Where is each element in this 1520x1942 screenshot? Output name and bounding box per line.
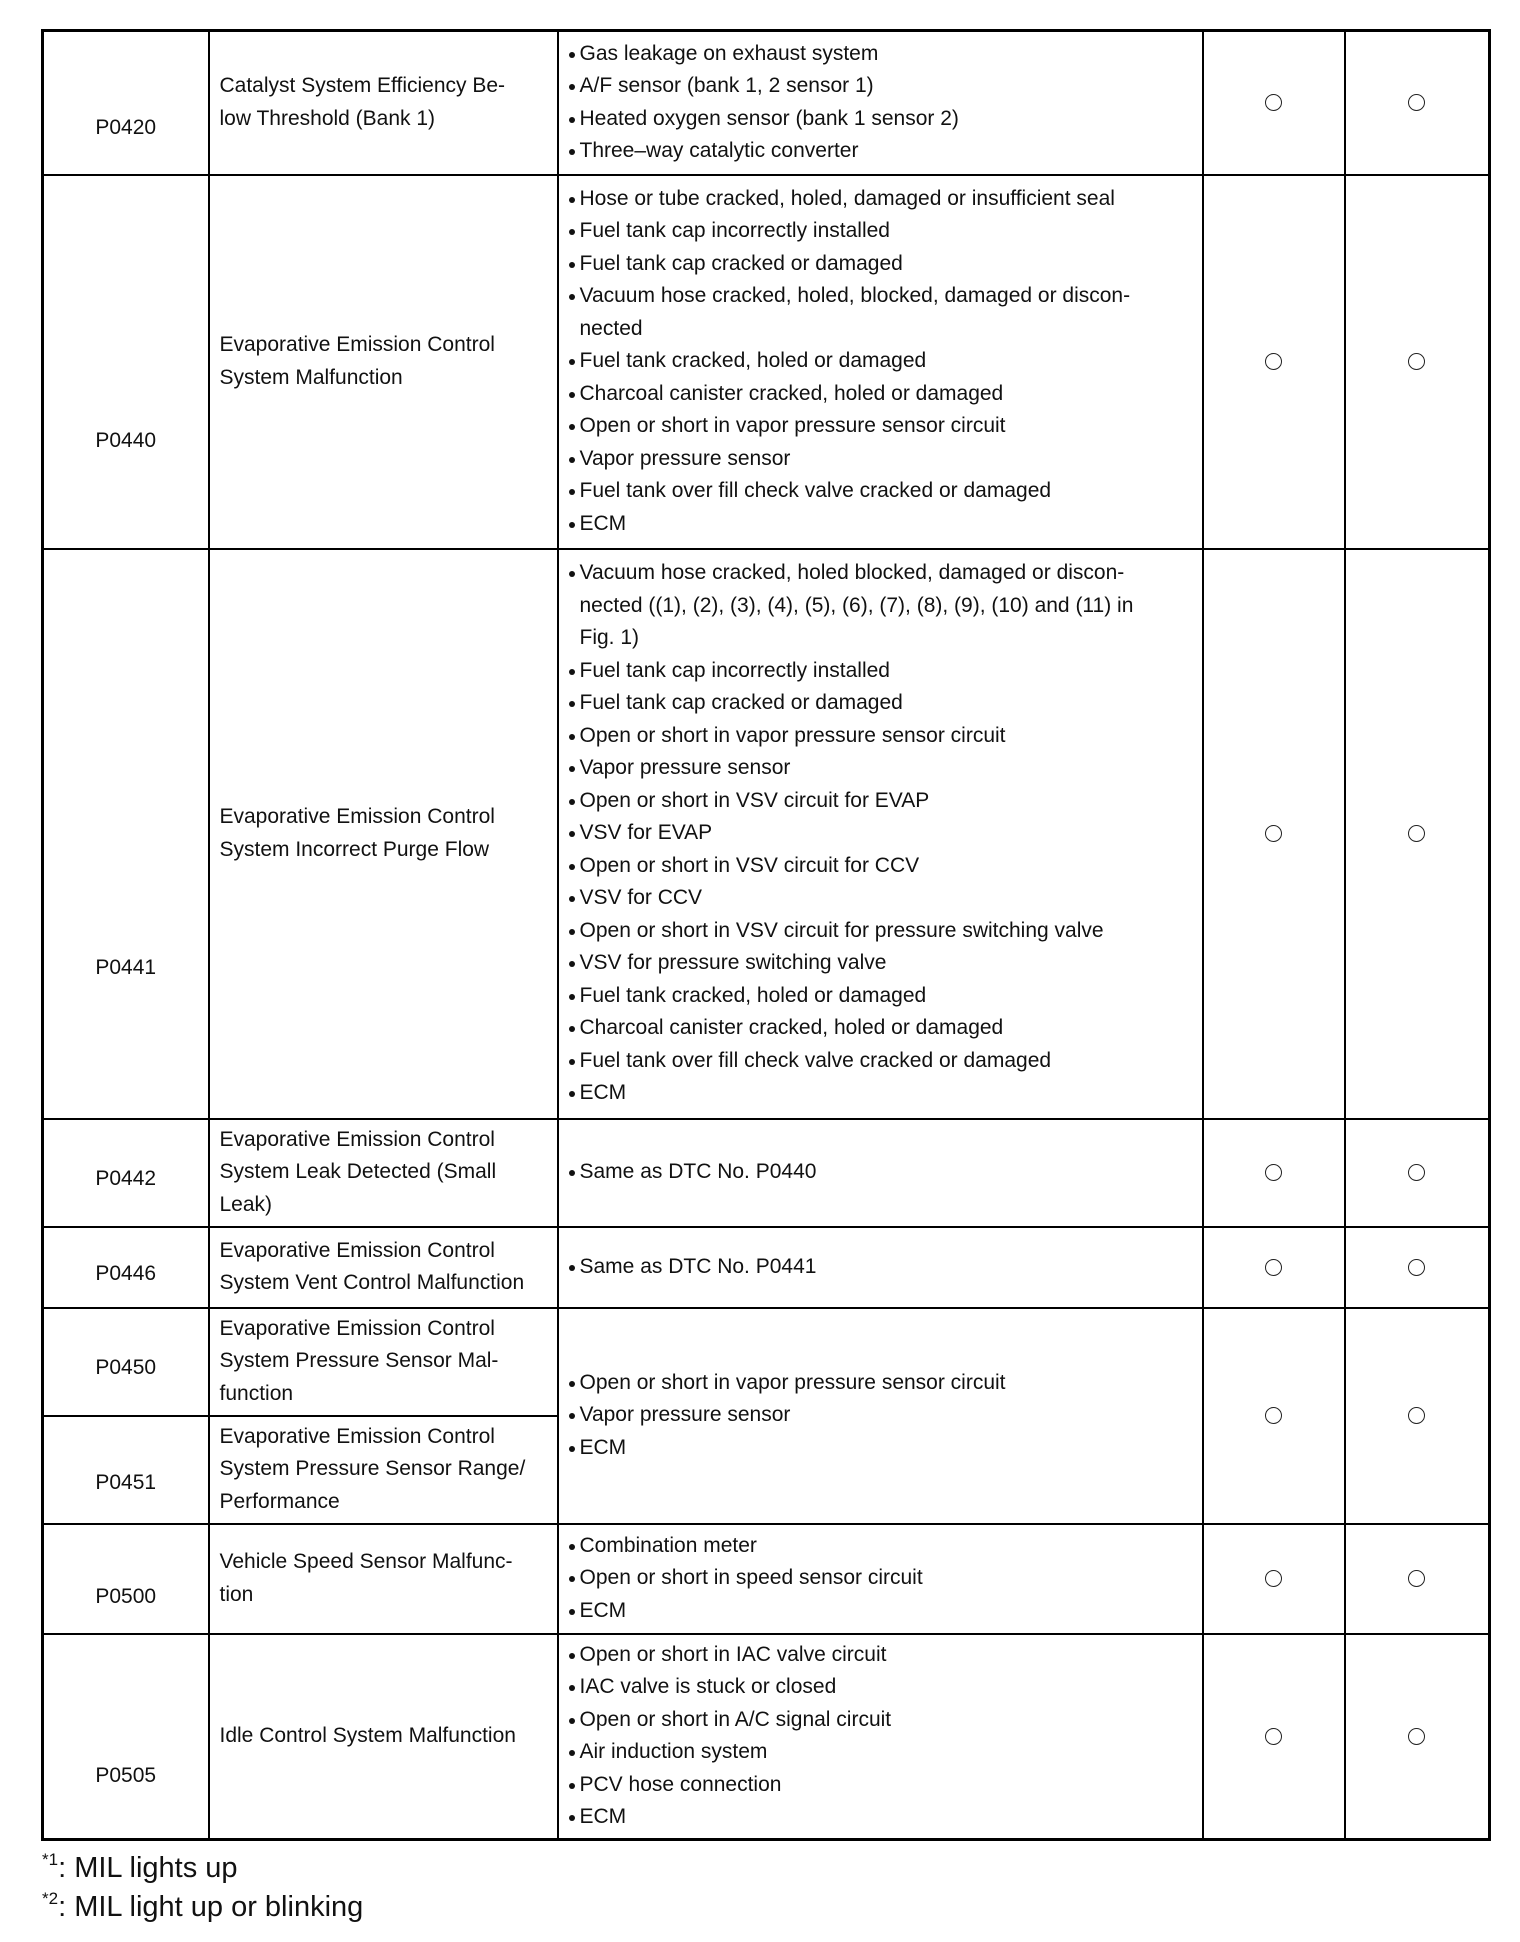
circle-icon	[1408, 1407, 1425, 1424]
circle-icon	[1408, 1259, 1425, 1276]
footnote-mark: *1	[42, 1850, 59, 1869]
footnote-1	[42, 1842, 238, 1886]
trouble-area-item: Fuel tank cracked, holed or damaged	[567, 980, 1194, 1013]
dtc-table	[41, 29, 1491, 1841]
trouble-area-item: Vapor pressure sensor	[567, 752, 1194, 785]
trouble-area-item: Open or short in IAC valve circuit	[567, 1639, 1194, 1672]
circle-icon	[1408, 353, 1425, 370]
mil-cell	[1203, 175, 1345, 549]
circle-icon	[1265, 94, 1282, 111]
trouble-area-item: PCV hose connection	[567, 1769, 1194, 1802]
trouble-area-list	[567, 1251, 1194, 1284]
trouble-area	[558, 31, 1203, 175]
dtc-code: P0441	[95, 956, 157, 980]
trouble-area-item: Open or short in VSV circuit for EVAP	[567, 785, 1194, 818]
table-row	[43, 1634, 1490, 1840]
circle-icon	[1265, 825, 1282, 842]
table-row	[43, 1227, 1490, 1308]
circle-icon	[1265, 1259, 1282, 1276]
trouble-area-item: ECM	[567, 1432, 1194, 1465]
circle-icon	[1408, 1570, 1425, 1587]
table-row	[43, 31, 1490, 175]
circle-icon	[1265, 1407, 1282, 1424]
dtc-code: P0505	[95, 1764, 157, 1787]
table-row	[43, 1308, 1490, 1416]
dtc-code-cell	[43, 1524, 209, 1634]
mil-cell	[1203, 549, 1345, 1119]
dtc-code: P0446	[95, 1261, 157, 1285]
detection-item: Idle Control System Malfunction	[209, 1634, 558, 1840]
trouble-area-item: Fuel tank over fill check valve cracked or damaged	[567, 475, 1194, 508]
trouble-area-item: Vacuum hose cracked, holed, blocked, damaged or discon- nected	[567, 280, 1194, 345]
trouble-area-item: Fuel tank over fill check valve cracked or damaged	[567, 1045, 1194, 1078]
dtc-code: P0450	[95, 1356, 157, 1380]
mil-cell	[1203, 1524, 1345, 1634]
mil-cell	[1203, 1227, 1345, 1308]
trouble-area-item: Open or short in speed sensor circuit	[567, 1562, 1194, 1595]
trouble-area-item: Open or short in vapor pressure sensor circuit	[567, 720, 1194, 753]
dtc-code-cell	[43, 1416, 209, 1524]
mil-cell	[1203, 31, 1345, 175]
detection-item: Evaporative Emission Control System Leak Detected (Small Leak)	[209, 1119, 558, 1227]
trouble-area	[558, 1227, 1203, 1308]
trouble-area-item: Fuel tank cap incorrectly installed	[567, 655, 1194, 688]
detection-item: Catalyst System Efficiency Be- low Threshold (Bank 1)	[209, 31, 558, 175]
trouble-area	[558, 1524, 1203, 1634]
trouble-area-list	[567, 183, 1194, 541]
trouble-area-list	[567, 1530, 1194, 1628]
dtc-code-cell	[43, 1634, 209, 1840]
trouble-area-list	[567, 1367, 1194, 1465]
circle-icon	[1265, 1728, 1282, 1745]
trouble-area	[558, 1634, 1203, 1840]
mil-cell	[1203, 1634, 1345, 1840]
trouble-area-item: IAC valve is stuck or closed	[567, 1671, 1194, 1704]
trouble-area-item: Charcoal canister cracked, holed or damaged	[567, 1012, 1194, 1045]
memory-cell	[1345, 549, 1490, 1119]
trouble-area-item: Vapor pressure sensor	[567, 443, 1194, 476]
trouble-area-item: Open or short in A/C signal circuit	[567, 1704, 1194, 1737]
trouble-area	[558, 1308, 1203, 1524]
trouble-area	[558, 1119, 1203, 1227]
footnote-2	[42, 1881, 363, 1925]
trouble-area-item: ECM	[567, 508, 1194, 541]
dtc-code: P0442	[95, 1167, 157, 1191]
dtc-code: P0500	[95, 1585, 157, 1609]
trouble-area-item: Air induction system	[567, 1736, 1194, 1769]
detection-item: Evaporative Emission Control System Pressure Sensor Range/ Performance	[209, 1416, 558, 1524]
detection-item: Evaporative Emission Control System Malfunction	[209, 175, 558, 549]
detection-item: Evaporative Emission Control System Incorrect Purge Flow	[209, 549, 558, 1119]
trouble-area-item: Heated oxygen sensor (bank 1 sensor 2)	[567, 103, 1194, 136]
dtc-code-cell	[43, 1227, 209, 1308]
table-row	[43, 1524, 1490, 1634]
trouble-area-item: Same as DTC No. P0441	[567, 1251, 1194, 1284]
trouble-area-list	[567, 557, 1194, 1110]
dtc-code: P0420	[95, 115, 157, 139]
trouble-area-item: A/F sensor (bank 1, 2 sensor 1)	[567, 70, 1194, 103]
trouble-area-item: Hose or tube cracked, holed, damaged or insufficient seal	[567, 183, 1194, 216]
trouble-area-item: Fuel tank cracked, holed or damaged	[567, 345, 1194, 378]
trouble-area-item: VSV for pressure switching valve	[567, 947, 1194, 980]
trouble-area-item: Open or short in vapor pressure sensor circuit	[567, 410, 1194, 443]
trouble-area-list	[567, 1156, 1194, 1189]
dtc-code: P0440	[95, 429, 157, 453]
dtc-table-body	[43, 31, 1490, 1840]
circle-icon	[1265, 353, 1282, 370]
trouble-area-item: VSV for EVAP	[567, 817, 1194, 850]
dtc-code-cell	[43, 1308, 209, 1416]
memory-cell	[1345, 175, 1490, 549]
circle-icon	[1408, 1164, 1425, 1181]
trouble-area-item: Fuel tank cap cracked or damaged	[567, 248, 1194, 281]
footnote-mark: *2	[42, 1889, 59, 1908]
table-row	[43, 175, 1490, 549]
trouble-area-item: Fuel tank cap cracked or damaged	[567, 687, 1194, 720]
trouble-area-item: Open or short in vapor pressure sensor circuit	[567, 1367, 1194, 1400]
trouble-area-item: ECM	[567, 1595, 1194, 1628]
table-row	[43, 1119, 1490, 1227]
trouble-area-item: Charcoal canister cracked, holed or damaged	[567, 378, 1194, 411]
trouble-area-item: Fuel tank cap incorrectly installed	[567, 215, 1194, 248]
trouble-area	[558, 175, 1203, 549]
memory-cell	[1345, 31, 1490, 175]
trouble-area-item: ECM	[567, 1077, 1194, 1110]
detection-item: Vehicle Speed Sensor Malfunc- tion	[209, 1524, 558, 1634]
circle-icon	[1408, 1728, 1425, 1745]
trouble-area-list	[567, 38, 1194, 168]
circle-icon	[1265, 1164, 1282, 1181]
trouble-area-item: Open or short in VSV circuit for pressure switching valve	[567, 915, 1194, 948]
circle-icon	[1265, 1570, 1282, 1587]
trouble-area-item: Same as DTC No. P0440	[567, 1156, 1194, 1189]
circle-icon	[1408, 825, 1425, 842]
footnote-text: : MIL light up or blinking	[58, 1891, 364, 1923]
trouble-area-item: Combination meter	[567, 1530, 1194, 1563]
memory-cell	[1345, 1524, 1490, 1634]
dtc-code-cell	[43, 1119, 209, 1227]
trouble-area-list	[567, 1639, 1194, 1834]
memory-cell	[1345, 1634, 1490, 1840]
detection-item: Evaporative Emission Control System Pressure Sensor Mal- function	[209, 1308, 558, 1416]
table-row	[43, 549, 1490, 1119]
trouble-area	[558, 549, 1203, 1119]
trouble-area-item: VSV for CCV	[567, 882, 1194, 915]
detection-item: Evaporative Emission Control System Vent Control Malfunction	[209, 1227, 558, 1308]
dtc-code-cell	[43, 175, 209, 549]
trouble-area-item: Vapor pressure sensor	[567, 1399, 1194, 1432]
trouble-area-item: ECM	[567, 1801, 1194, 1834]
trouble-area-item: Gas leakage on exhaust system	[567, 38, 1194, 71]
memory-cell	[1345, 1227, 1490, 1308]
dtc-code-cell	[43, 549, 209, 1119]
footnote-text: : MIL lights up	[58, 1852, 238, 1884]
trouble-area-item: Open or short in VSV circuit for CCV	[567, 850, 1194, 883]
trouble-area-item: Vacuum hose cracked, holed blocked, damaged or discon- nected ((1), (2), (3), (4), (5), (6), (7), (8), (9), (10) and (11) in Fig. 1)	[567, 557, 1194, 655]
mil-cell	[1203, 1119, 1345, 1227]
mil-cell	[1203, 1308, 1345, 1524]
dtc-code: P0451	[95, 1471, 157, 1495]
memory-cell	[1345, 1308, 1490, 1524]
trouble-area-item: Three–way catalytic converter	[567, 135, 1194, 168]
memory-cell	[1345, 1119, 1490, 1227]
dtc-code-cell	[43, 31, 209, 175]
circle-icon	[1408, 94, 1425, 111]
